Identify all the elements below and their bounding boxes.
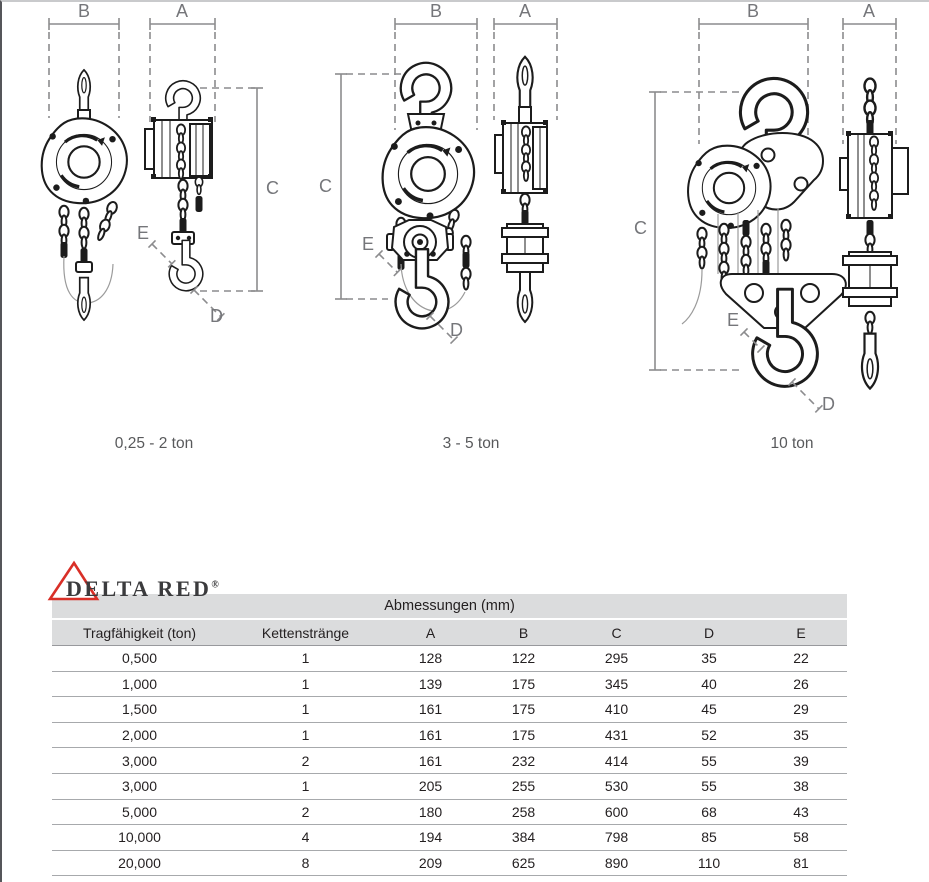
logo-brand-text: DELTA RED	[66, 576, 212, 601]
table-cell: 139	[384, 671, 477, 697]
table-cell: 530	[570, 773, 663, 799]
caption-medium-range: 3 - 5 ton	[442, 435, 500, 452]
table-cell: 0,500	[52, 646, 227, 672]
table-cell: 175	[477, 697, 570, 723]
table-cell: 161	[384, 748, 477, 774]
table-cell: 2	[227, 748, 384, 774]
column-header-capacity: Tragfähigkeit (ton)	[52, 619, 227, 646]
table-cell: 55	[663, 773, 755, 799]
column-header-b: B	[477, 619, 570, 646]
table-cell: 29	[755, 697, 847, 723]
hoist-front-view-large	[682, 78, 846, 386]
table-title: Abmessungen (mm)	[52, 594, 847, 619]
table-cell: 161	[384, 722, 477, 748]
dim-label-a: A	[175, 2, 189, 21]
table-cell: 209	[384, 850, 477, 876]
table-header-row	[52, 619, 847, 646]
table-cell: 431	[570, 722, 663, 748]
table-cell: 110	[663, 850, 755, 876]
dim-label-a: A	[518, 2, 532, 21]
column-header-c: C	[570, 619, 663, 646]
table-row	[52, 646, 847, 672]
table-cell: 5,000	[52, 799, 227, 825]
table-cell: 890	[570, 850, 663, 876]
table-cell: 161	[384, 697, 477, 723]
table-cell: 39	[755, 748, 847, 774]
table-cell: 38	[755, 773, 847, 799]
hoist-side-view-large	[840, 79, 908, 389]
table-cell: 2,000	[52, 722, 227, 748]
hoist-front-view-small	[42, 70, 127, 320]
table-cell: 122	[477, 646, 570, 672]
dim-label-e: E	[136, 223, 149, 243]
column-header-a: A	[384, 619, 477, 646]
dimensions-table	[52, 594, 847, 876]
table-cell: 58	[755, 825, 847, 851]
table-cell: 345	[570, 671, 663, 697]
logo-wordmark	[66, 578, 219, 602]
table-cell: 2	[227, 799, 384, 825]
hoist-front-view-medium	[383, 63, 474, 329]
table-cell: 180	[384, 799, 477, 825]
dim-label-e: E	[361, 234, 374, 254]
table-cell: 128	[384, 646, 477, 672]
column-header-chain-falls: Kettenstränge	[227, 619, 384, 646]
caption-large-range: 10 ton	[770, 435, 814, 452]
table-cell: 232	[477, 748, 570, 774]
table-cell: 798	[570, 825, 663, 851]
dim-label-c: C	[634, 218, 647, 238]
table-cell: 22	[755, 646, 847, 672]
column-header-e: E	[755, 619, 847, 646]
table-cell: 1	[227, 697, 384, 723]
table-cell: 414	[570, 748, 663, 774]
table-cell: 1	[227, 773, 384, 799]
table-cell: 258	[477, 799, 570, 825]
table-cell: 43	[755, 799, 847, 825]
table-cell: 175	[477, 671, 570, 697]
table-cell: 55	[663, 748, 755, 774]
table-cell: 600	[570, 799, 663, 825]
hoist-group-large	[634, 2, 908, 414]
table-cell: 205	[384, 773, 477, 799]
table-cell: 255	[477, 773, 570, 799]
dim-label-d: D	[210, 306, 223, 326]
column-header-d: D	[663, 619, 755, 646]
hoist-group-small	[42, 2, 279, 326]
table-cell: 45	[663, 697, 755, 723]
table-cell: 625	[477, 850, 570, 876]
table-cell: 20,000	[52, 850, 227, 876]
dim-label-b: B	[77, 2, 91, 21]
table-cell: 3,000	[52, 773, 227, 799]
registered-mark: ®	[211, 579, 219, 591]
table-cell: 1,000	[52, 671, 227, 697]
dimension-d	[190, 286, 224, 326]
table-cell: 384	[477, 825, 570, 851]
table-cell: 175	[477, 722, 570, 748]
table-row	[52, 850, 847, 876]
dim-label-c: C	[266, 178, 279, 198]
table-cell: 81	[755, 850, 847, 876]
hoist-dimension-drawings	[2, 2, 929, 472]
table-row	[52, 671, 847, 697]
dimension-e	[137, 223, 175, 267]
table-cell: 410	[570, 697, 663, 723]
table-cell: 26	[755, 671, 847, 697]
dim-label-a: A	[862, 2, 876, 21]
table-cell: 1,500	[52, 697, 227, 723]
table-cell: 4	[227, 825, 384, 851]
table-cell: 295	[570, 646, 663, 672]
table-cell: 1	[227, 646, 384, 672]
table-cell: 10,000	[52, 825, 227, 851]
table-cell: 40	[663, 671, 755, 697]
dim-label-d: D	[822, 394, 835, 414]
table-cell: 35	[755, 722, 847, 748]
table-cell: 1	[227, 722, 384, 748]
hoist-side-view-small	[145, 81, 213, 291]
table-row	[52, 748, 847, 774]
table-row	[52, 773, 847, 799]
table-cell: 68	[663, 799, 755, 825]
table-row	[52, 799, 847, 825]
table-cell: 8	[227, 850, 384, 876]
brand-logo	[46, 560, 219, 602]
hoist-side-view-medium	[495, 57, 548, 322]
dimension-a	[150, 2, 215, 122]
dim-label-c: C	[319, 176, 332, 196]
dim-label-b: B	[746, 2, 760, 21]
caption-small-range: 0,25 - 2 ton	[114, 435, 194, 452]
table-cell: 85	[663, 825, 755, 851]
dim-label-d: D	[450, 320, 463, 340]
table-cell: 3,000	[52, 748, 227, 774]
table-row	[52, 722, 847, 748]
table-cell: 194	[384, 825, 477, 851]
table-row	[52, 825, 847, 851]
table-row	[52, 697, 847, 723]
table-cell: 1	[227, 671, 384, 697]
hoist-group-medium	[319, 2, 557, 344]
table-cell: 35	[663, 646, 755, 672]
dim-label-e: E	[726, 310, 739, 330]
dim-label-b: B	[429, 2, 443, 21]
table-cell: 52	[663, 722, 755, 748]
